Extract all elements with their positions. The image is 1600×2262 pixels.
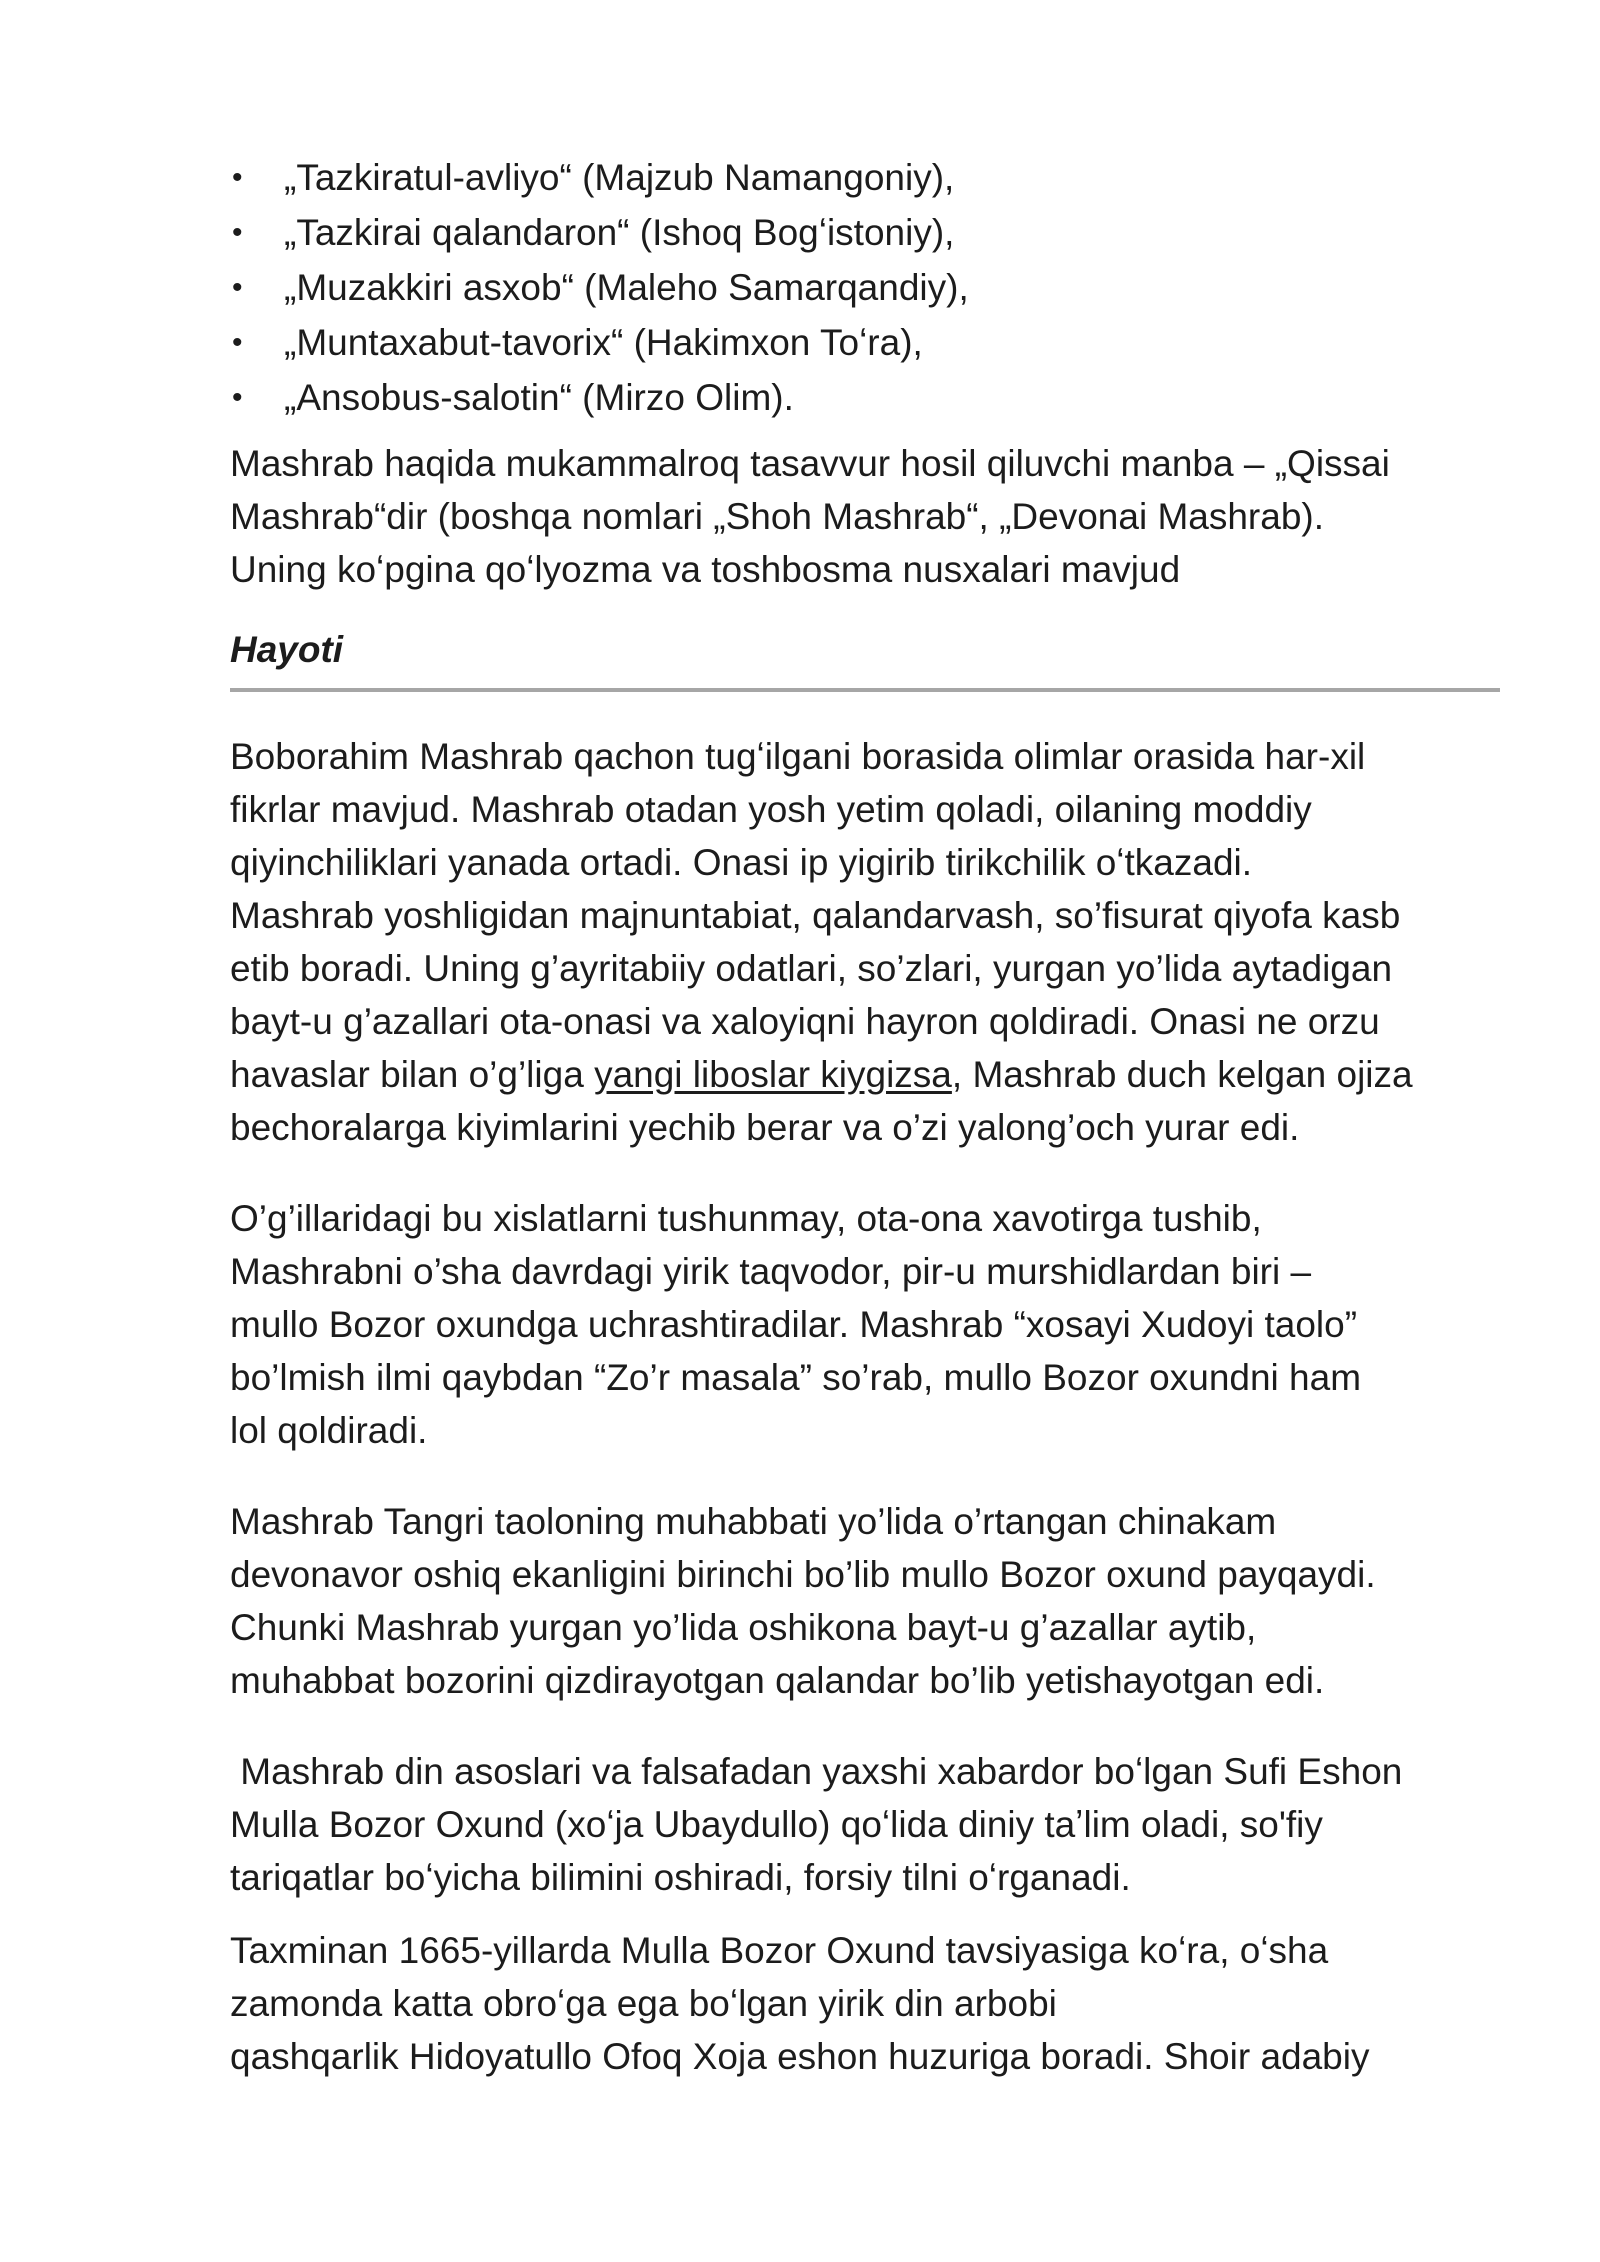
text-line: devonavor oshiq ekanligini birinchi bo’lib mullo Bozor oxund payqaydi. bbox=[230, 1554, 1376, 1595]
text-line: lol qoldiradi. bbox=[230, 1410, 428, 1451]
list-item-text: „Muzakkiri asxob“ (Maleho Samarqandiy), bbox=[284, 267, 969, 308]
bullet-icon: • bbox=[232, 326, 243, 359]
text-line: Mulla Bozor Oxund (xoʻja Ubaydullo) qoʻlida diniy taʼlim oladi, so'fiy bbox=[230, 1804, 1323, 1845]
list-item bbox=[230, 370, 1500, 425]
list-item-text: „Tazkiratul-avliyo“ (Majzub Namangoniy), bbox=[284, 157, 955, 198]
text-line: zamonda katta obroʻga ega boʻlgan yirik din arbobi bbox=[230, 1983, 1057, 2024]
text-line: Boborahim Mashrab qachon tugʻilgani borasida olimlar orasida har-xil bbox=[230, 736, 1366, 777]
text-line: fikrlar mavjud. Mashrab otadan yosh yetim qoladi, oilaning moddiy bbox=[230, 789, 1312, 830]
list-item bbox=[230, 205, 1500, 260]
text-line: mullo Bozor oxundga uchrashtiradilar. Mashrab “xosayi Xudoyi taolo” bbox=[230, 1304, 1358, 1345]
text-line: bechoralarga kiyimlarini yechib berar va o’zi yalong’och yurar edi. bbox=[230, 1107, 1300, 1148]
list-item-text: „Ansobus-salotin“ (Mirzo Olim). bbox=[284, 377, 794, 418]
text-line: Mashrab yoshligidan majnuntabiat, qalandarvash, so’fisurat qiyofa kasb bbox=[230, 895, 1401, 936]
text-line: tariqatlar boʻyicha bilimini oshiradi, forsiy tilni oʻrganadi. bbox=[230, 1857, 1131, 1898]
text-line: bayt-u g’azallari ota-onasi va xaloyiqni hayron qoldiradi. Onasi ne orzu bbox=[230, 1001, 1380, 1042]
text-line: qiyinchiliklari yanada ortadi. Onasi ip yigirib tirikchilik oʻtkazadi. bbox=[230, 842, 1253, 883]
text-line: Mashrab Tangri taoloning muhabbati yo’lida o’rtangan chinakam bbox=[230, 1501, 1277, 1542]
text-line: etib boradi. Uning g’ayritabiiy odatlari, so’zlari, yurgan yo’lida aytadigan bbox=[230, 948, 1393, 989]
biography-paragraph-1 bbox=[230, 730, 1500, 1154]
text-line: Mashrab haqida mukammalroq tasavvur hosil qiluvchi manba – „Qissai bbox=[230, 443, 1390, 484]
bullet-icon: • bbox=[232, 271, 243, 304]
bullet-icon: • bbox=[232, 381, 243, 414]
text-segment: havaslar bilan o’g’liga bbox=[230, 1054, 595, 1095]
text-line: Mashrabni o’sha davrdagi yirik taqvodor, pir-u murshidlardan biri – bbox=[230, 1251, 1312, 1292]
source-list bbox=[230, 150, 1500, 425]
section-heading: Hayoti bbox=[230, 624, 1500, 692]
text-line: muhabbat bozorini qizdirayotgan qalandar bo’lib yetishayotgan edi. bbox=[230, 1660, 1325, 1701]
intro-paragraph bbox=[230, 437, 1500, 596]
text-line: Chunki Mashrab yurgan yo’lida oshikona bayt-u g’azallar aytib, bbox=[230, 1607, 1257, 1648]
text-line: Taxminan 1665-yillarda Mulla Bozor Oxund tavsiyasiga koʻra, oʻsha bbox=[230, 1930, 1329, 1971]
list-item-text: „Muntaxabut-tavorix“ (Hakimxon Toʻra), bbox=[284, 322, 923, 363]
list-item bbox=[230, 260, 1500, 315]
text-line: Mashrab“dir (boshqa nomlari „Shoh Mashrab“, „Devonai Mashrab). bbox=[230, 496, 1325, 537]
bullet-icon: • bbox=[232, 161, 243, 194]
biography-paragraph-3 bbox=[230, 1495, 1500, 1707]
text-line: qashqarlik Hidoyatullo Ofoq Xoja eshon huzuriga boradi. Shoir adabiy bbox=[230, 2036, 1370, 2077]
text-line: Mashrab din asoslari va falsafadan yaxshi xabardor boʻlgan Sufi Eshon bbox=[230, 1751, 1403, 1792]
list-item bbox=[230, 150, 1500, 205]
biography-paragraph-2 bbox=[230, 1192, 1500, 1457]
biography-paragraph-5 bbox=[230, 1924, 1500, 2083]
document-page bbox=[230, 150, 1500, 2083]
text-line: Uning koʻpgina qoʻlyozma va toshbosma nusxalari mavjud bbox=[230, 549, 1181, 590]
bullet-icon: • bbox=[232, 216, 243, 249]
text-line: O’g’illaridagi bu xislatlarni tushunmay, ota-ona xavotirga tushib, bbox=[230, 1198, 1262, 1239]
underlined-phrase: yangi liboslar kiygizsa bbox=[594, 1054, 952, 1095]
text-segment: , Mashrab duch kelgan ojiza bbox=[951, 1054, 1413, 1095]
biography-paragraph-4 bbox=[230, 1745, 1500, 1904]
text-line: bo’lmish ilmi qaybdan “Zo’r masala” so’rab, mullo Bozor oxundni ham bbox=[230, 1357, 1362, 1398]
list-item bbox=[230, 315, 1500, 370]
list-item-text: „Tazkirai qalandaron“ (Ishoq Bogʻistoniy), bbox=[284, 212, 955, 253]
text-line bbox=[230, 1048, 1500, 1101]
